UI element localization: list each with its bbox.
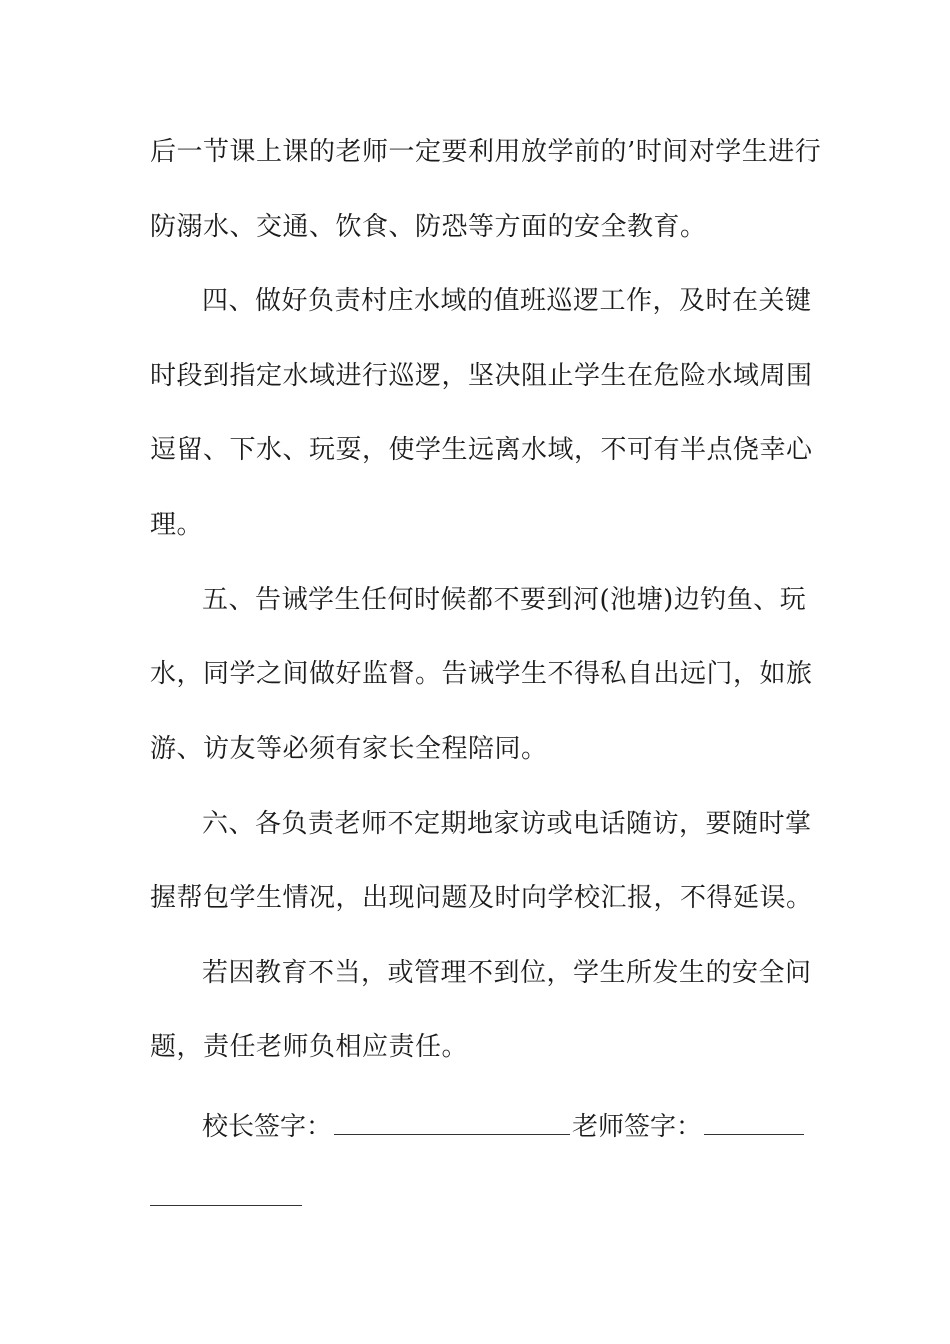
paragraph-line: 四、做好负责村庄水域的值班巡逻工作，及时在关键 [202, 286, 812, 316]
paragraph-line: 游、访友等必须有家长全程陪同。 [150, 734, 548, 764]
paragraph-line: 水，同学之间做好监督。告诫学生不得私自出远门，如旅 [150, 659, 813, 689]
paragraph-line: 防溺水、交通、饮食、防恐等方面的安全教育。 [150, 212, 707, 242]
teacher-signature-field-continued[interactable] [150, 1205, 302, 1206]
teacher-signature-label: 老师签字： [572, 1112, 703, 1142]
paragraph-line: 五、告诫学生任何时候都不要到河(池塘)边钓鱼、玩 [202, 585, 807, 615]
principal-signature-label: 校长签字： [202, 1112, 333, 1142]
paragraph-line: 理。 [150, 510, 204, 540]
paragraph-line: 后一节课上课的老师一定要利用放学前的’时间对学生进行 [150, 137, 822, 167]
teacher-signature-field[interactable] [704, 1108, 804, 1135]
paragraph-line: 若因教育不当，或管理不到位，学生所发生的安全问 [202, 958, 812, 988]
paragraph-line: 六、各负责老师不定期地家访或电话随访，要随时掌 [202, 809, 812, 839]
principal-signature-field[interactable] [334, 1108, 570, 1135]
signature-row [202, 1108, 806, 1143]
paragraph-line: 逗留、下水、玩耍，使学生远离水域，不可有半点侥幸心 [150, 435, 813, 465]
paragraph-line: 握帮包学生情况，出现问题及时向学校汇报，不得延误。 [150, 883, 813, 913]
paragraph-line: 题，责任老师负相应责任。 [150, 1032, 469, 1062]
paragraph-line: 时段到指定水域进行巡逻，坚决阻止学生在危险水域周围 [150, 361, 813, 391]
